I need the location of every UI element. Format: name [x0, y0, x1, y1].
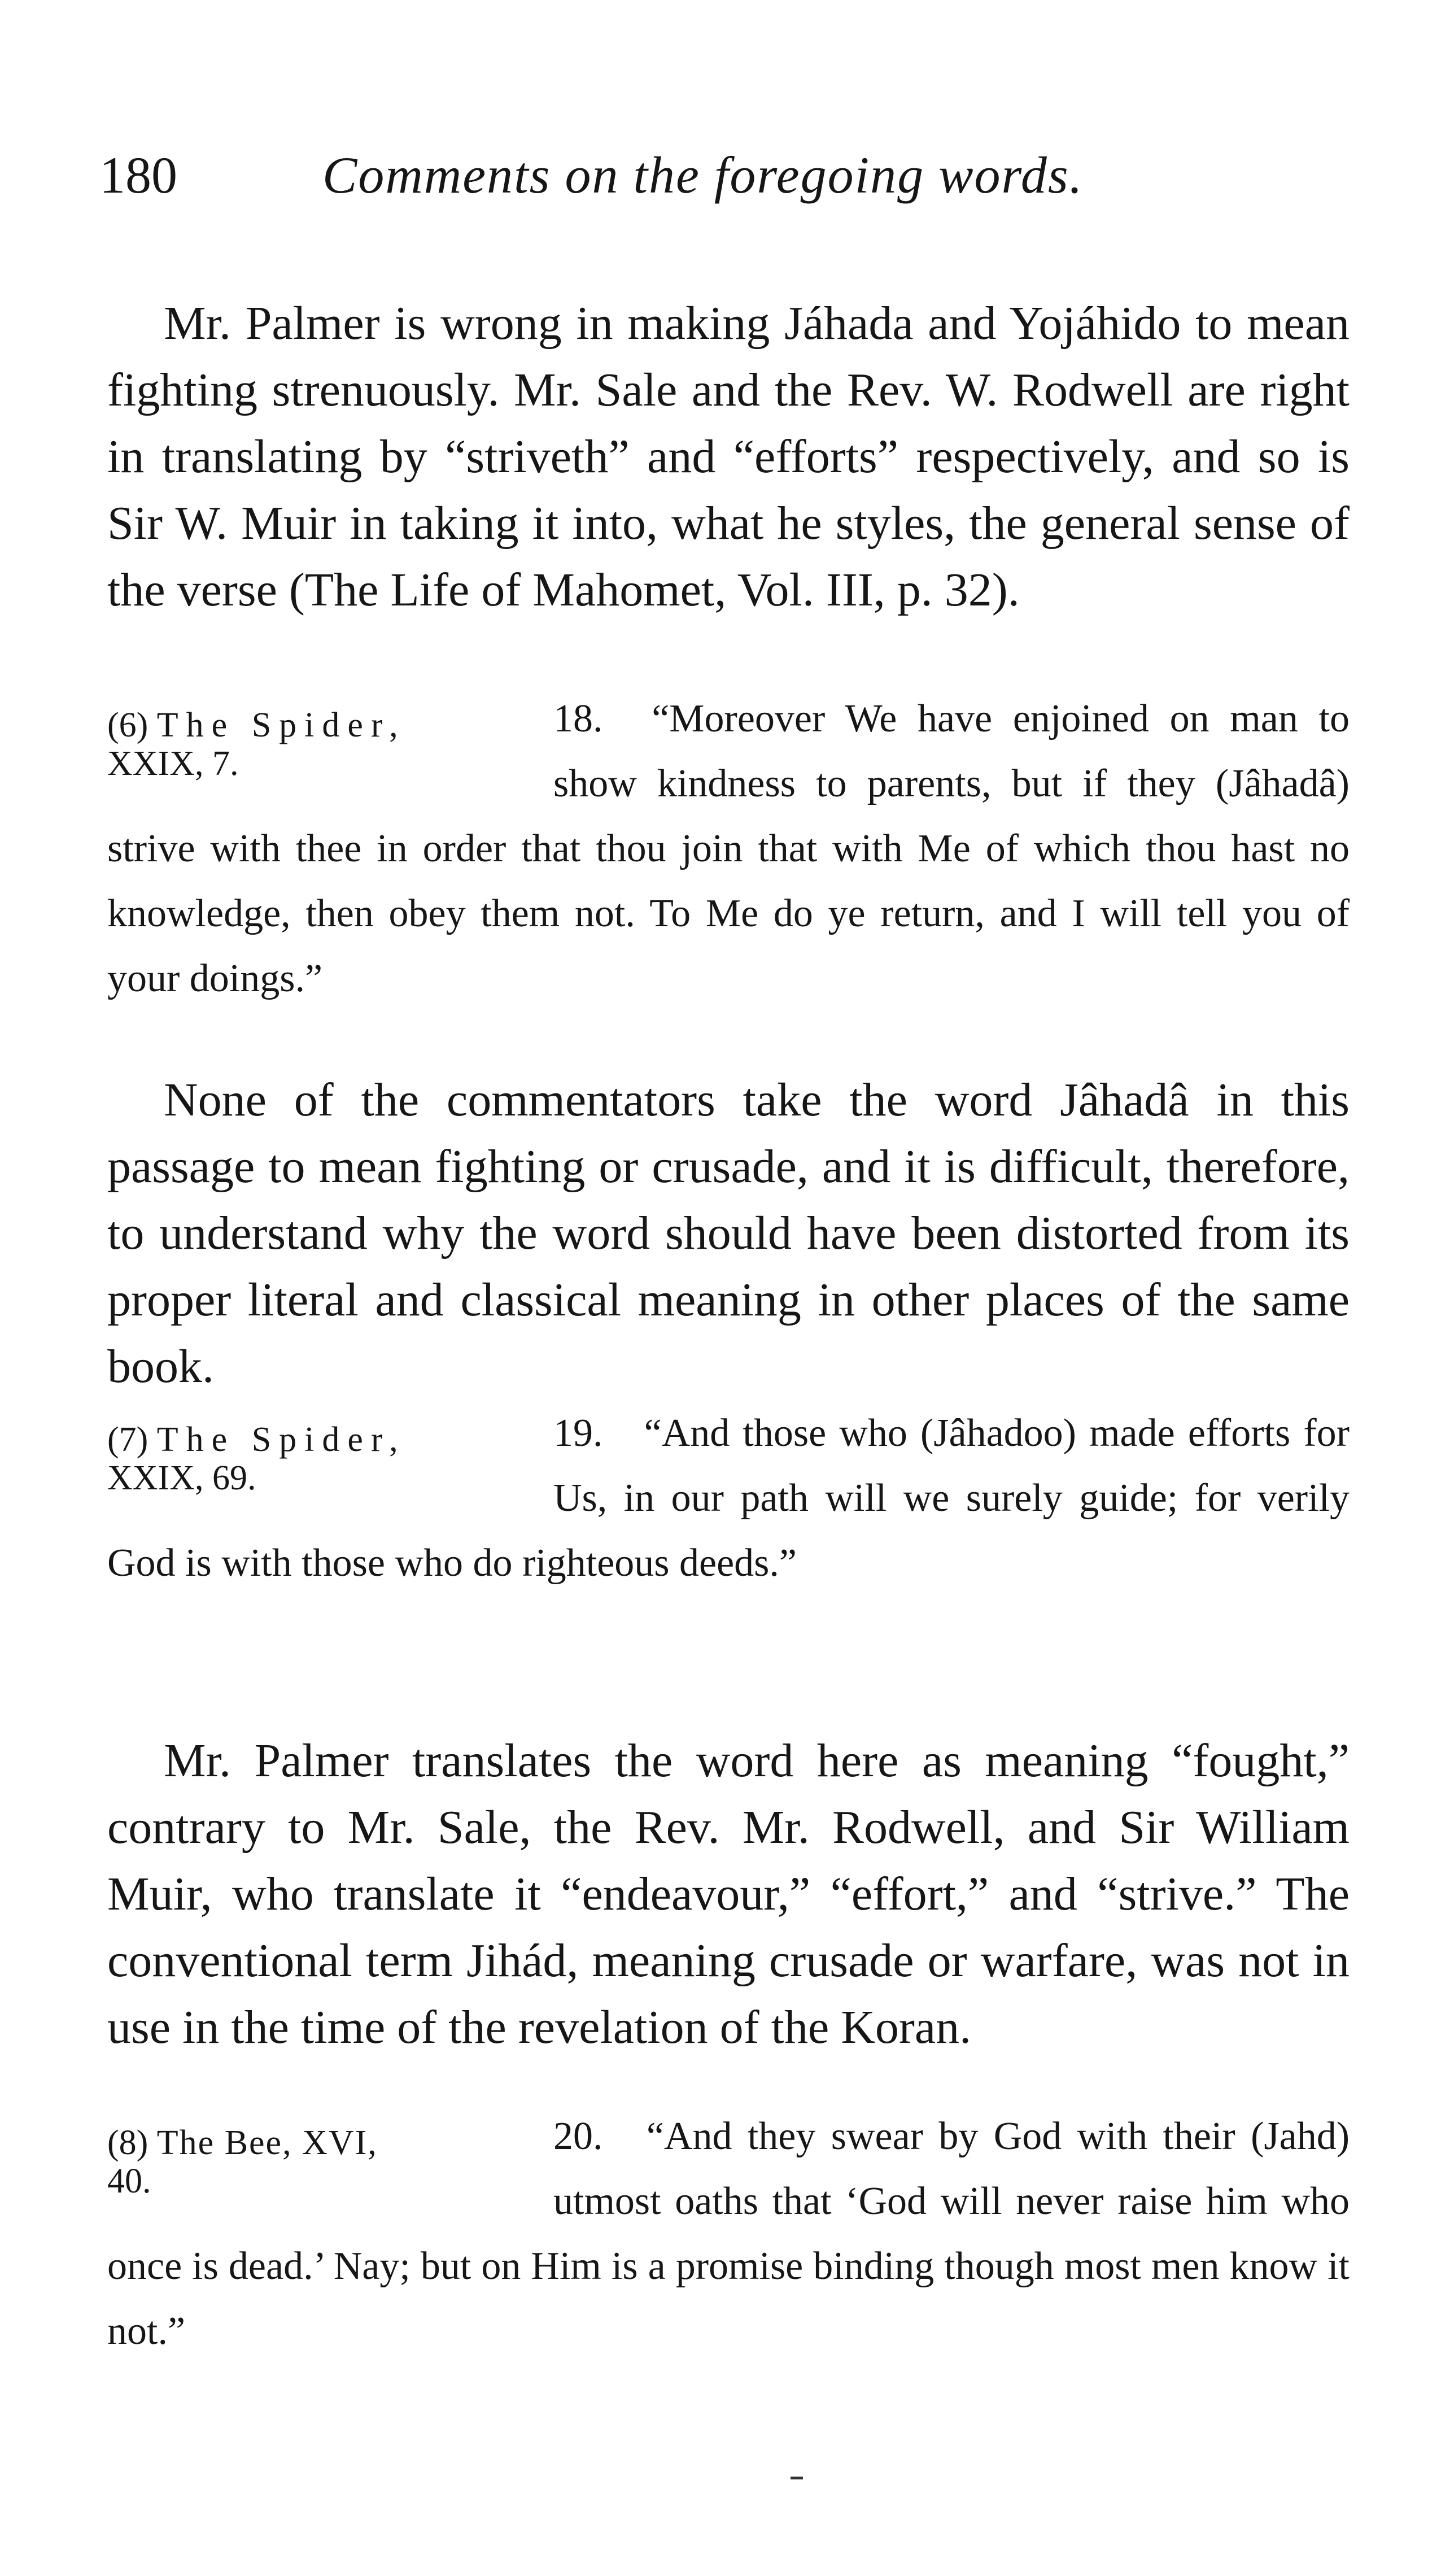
verse-text: “Moreover We have enjoined on man to show kindness to parents, but if they (Jâhadâ) strive with thee in order that thou join that with Me of which thou hast no knowledge, then obey them not. To Me do ye return, and I will tell you of your doings.” [107, 697, 1350, 1000]
note-reference: XXIX, 69. [107, 1459, 256, 1497]
note-reference: 40. [107, 2162, 151, 2200]
paragraph-2: None of the commentators take the word Jâhadâ in this passage to mean fighting or crusade, and it is difficult, therefore, to understand why the word should have been distorted from its proper literal and classical meaning in other places of the same book. [107, 1074, 1350, 1393]
verse-text: “And those who (Jâhadoo) made efforts for Us, in our path will we surely guide; for verily God is with those who do righteous deeds.” [107, 1411, 1350, 1585]
running-title: Comments on the foregoing words. [322, 146, 1084, 204]
verse-20 [107, 2104, 1350, 2364]
paragraph-1: Mr. Palmer is wrong in making Jáhada and Yojáhido to mean fighting strenuously. Mr. Sale and the Rev. W. Rodwell are right in translating by “striveth” and “efforts” respectively, and so is Sir W. Muir in taking it into, what he styles, the general sense of the verse (The Life of Mahomet, Vol. III, p. 32). [107, 297, 1350, 616]
print-mark [791, 2477, 803, 2479]
note-title: The Bee, XVI, [156, 2124, 378, 2162]
margin-note-7 [107, 1420, 536, 1497]
note-reference: XXIX, 7. [107, 744, 239, 783]
margin-note-6 [107, 706, 536, 783]
page-number: 180 [99, 146, 177, 204]
verse-18 [107, 686, 1350, 1011]
note-number: (7) [107, 1420, 149, 1459]
page-header [99, 144, 1359, 206]
verse-19 [107, 1401, 1350, 1596]
verse-text: “And they swear by God with their (Jahd) utmost oaths that ‘God will never raise him who once is dead.’ Nay; but on Him is a promise binding though most men know it not.” [107, 2115, 1350, 2353]
verse-number: 20. [553, 2115, 603, 2158]
note-number: (6) [107, 706, 149, 744]
verse-number: 18. [553, 697, 603, 740]
note-number: (8) [107, 2124, 149, 2162]
verse-number: 19. [553, 1411, 603, 1455]
note-title: The Spider, [156, 1420, 406, 1459]
note-title: The Spider, [156, 706, 406, 744]
margin-note-8 [107, 2124, 536, 2200]
paragraph-3: Mr. Palmer translates the word here as meaning “fought,” contrary to Mr. Sale, the Rev. Mr. Rodwell, and Sir William Muir, who translate it “endeavour,” “effort,” and “strive.” The conventional term Jihád, meaning crusade or warfare, was not in use in the time of the revelation of the Koran. [107, 1734, 1350, 2054]
